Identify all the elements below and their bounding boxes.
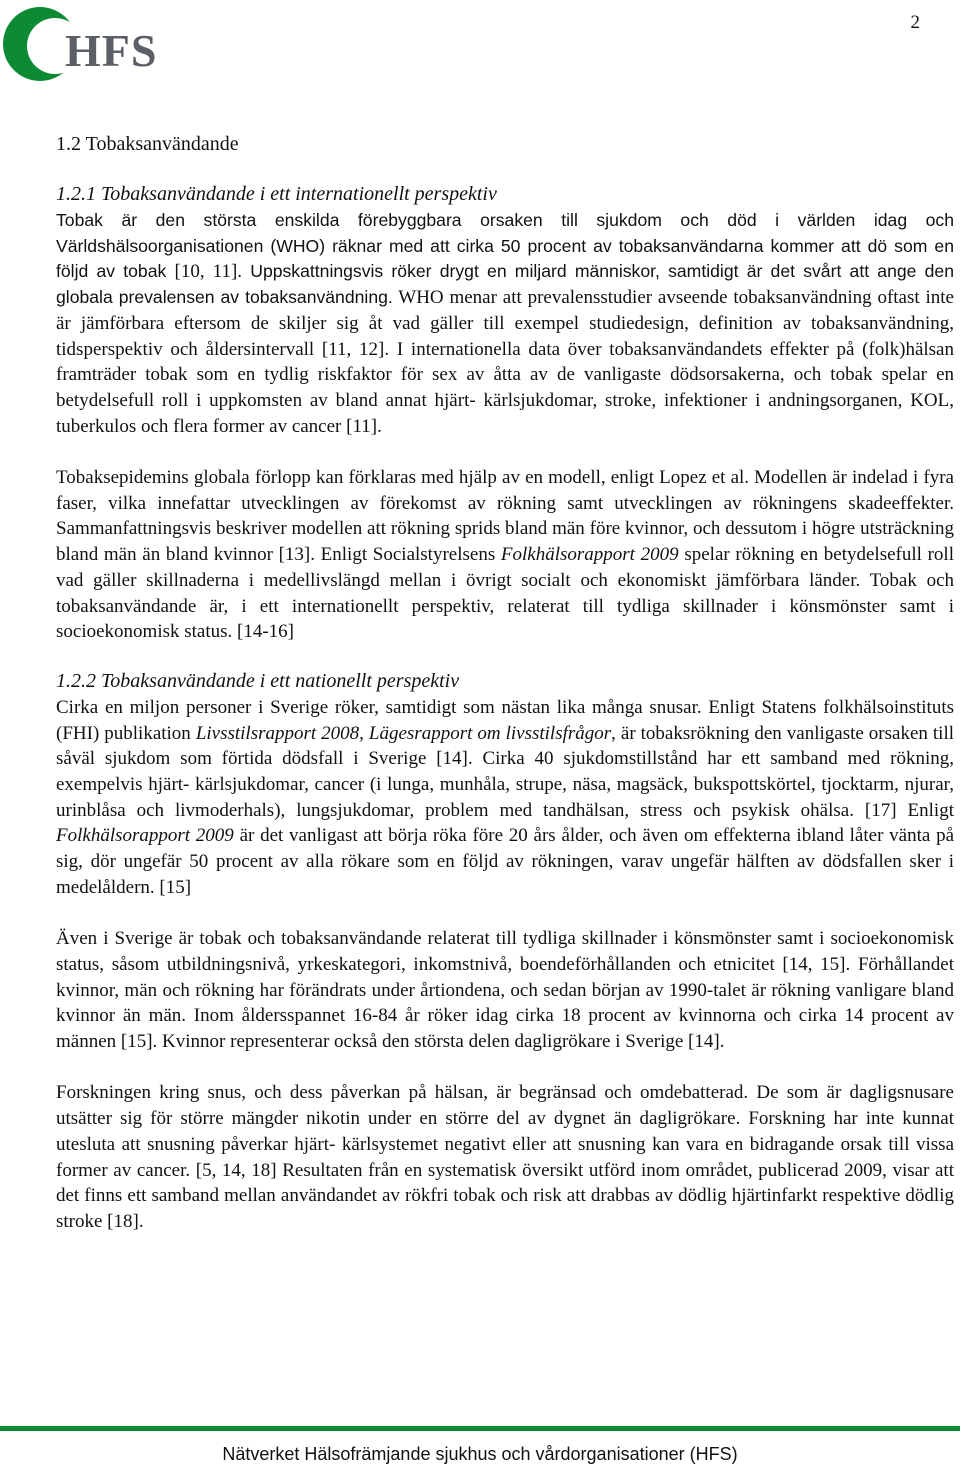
report-title: Folkhälsorapport 2009 bbox=[500, 544, 679, 566]
paragraph-text: Uppskattningsvis röker drygt en miljard människor, samtidigt är det svårt att ange den globala prevalensen av tobaksanvändning. bbox=[56, 261, 955, 308]
citation-ref: [10, 11]. bbox=[174, 261, 243, 283]
paragraph-international-1 bbox=[56, 208, 954, 439]
paragraph-international-2 bbox=[56, 465, 954, 645]
paragraph-national-1 bbox=[56, 695, 954, 901]
paragraph-text: , är tobaksrökning den vanligaste orsaken till såväl sjukdom som förtida dödsfall i Sverige [14]. Cirka 40 sjukdomstillstånd har ett samband med rökning, exempelvis hjärt- kärlsjukdomar, cancer (i lunga, munhåla, strupe, näsa, magsäck, bukspottskörtel, tjocktarm, njurar, urinblåsa och livmoderhals), lungsjukdomar, problem med tandhälsan, stress och psykisk ohälsa. [17] Enligt bbox=[56, 722, 954, 821]
paragraph-text: Tobaksepidemins globala förlopp kan förklaras med hjälp av en modell, enligt Lopez et al. Modellen är indelad i fyra faser, vilka innefattar utvecklingen av förekomst av rökning samt utvecklingen av rökningens skadeeffekter. Sammanfattningsvis beskriver modellen att rökning sprids bland män före kvinnor, och dessutom i högre utsträckning bland män än bland kvinnor [13]. Enligt Socialstyrelsens bbox=[56, 467, 954, 566]
document-body bbox=[56, 130, 954, 1235]
footer-text: Nätverket Hälsofrämjande sjukhus och vårdorganisationer (HFS) bbox=[222, 1444, 738, 1464]
report-title: Folkhälsorapport 2009 bbox=[56, 825, 234, 847]
paragraph-national-3: Forskningen kring snus, och dess påverkan på hälsan, är begränsad och omdebatterad. De som är dagligsnusare utsätter sig för större mängder nikotin under en större del av dygnet än dagligrökare. Forskning har inte kunnat utesluta att snusning påverkar hjärt- kärlsystemet negativt eller att snusning kan vara en bidragande orsak till vissa former av cancer. [5, 14, 18] Resultaten från en systematisk översikt utförd inom området, publicerad 2009, visar att det finns ett samband mellan användandet av rökfri tobak och risk att drabbas av dödlig hjärtinfarkt respektive dödlig stroke [18]. bbox=[56, 1082, 954, 1232]
report-title: Livsstilsrapport 2008, Lägesrapport om livsstilsfrågor bbox=[195, 722, 612, 744]
subsection-heading-national: 1.2.2 Tobaksanvändande i ett nationellt perspektiv bbox=[56, 669, 460, 692]
section-heading: 1.2 Tobaksanvändande bbox=[56, 133, 239, 155]
paragraph-text: Tobak är den största enskilda förebyggbara orsaken till sjukdom och död i världen idag och Världshälsoorganisationen (WHO) räknar med att cirka 50 procent av tobaksanvändarna kommer att dö som en följd av tobak bbox=[56, 210, 954, 282]
footer-divider bbox=[0, 1426, 960, 1431]
hfs-logo-graphic bbox=[3, 6, 183, 84]
paragraph-text: Cirka en miljon personer i Sverige röker, samtidigt som nästan lika många snusar. Enligt Statens folkhälsoinstituts (FHI) publikation bbox=[56, 696, 954, 744]
hfs-logo bbox=[3, 6, 183, 84]
paragraph-text: är det vanligast att börja röka före 20 års ålder, och även om effekterna ibland låter vänta på sig, dör ungefär 50 procent av alla rökare som en följd av rökningen, varav ungefär hälften av dödsfallen sker i medelåldern. [15] bbox=[56, 825, 954, 898]
logo-text: HFS bbox=[65, 25, 158, 76]
paragraph-text: spelar rökning en betydelsefull roll vad gäller skillnaderna i medellivslängd mellan i övrigt socialt och ekonomiskt jämförbara länder. Tobak och tobaksanvändande är, i ett internationellt perspektiv, relaterat till tydliga skillnader i könsmönster samt i socioekonomisk status. [14-16] bbox=[56, 544, 954, 643]
page-number: 2 bbox=[910, 12, 920, 33]
paragraph-national-2: Även i Sverige är tobak och tobaksanvändande relaterat till tydliga skillnader i könsmönster samt i socioekonomisk status, såsom utbildningsnivå, yrkeskategori, inkomstnivå, boendeförhållanden och etnicitet [14, 15]. Förhållandet kvinnor, män och rökning har förändrats under årtiondena, och sedan början av 1990-talet är rökning vanligare bland kvinnor än män. Inom åldersspannet 16-84 år röker idag cirka 18 procent av kvinnorna och cirka 14 procent av männen [15]. Kvinnor representerar också den största delen dagligrökare i Sverige [14]. bbox=[56, 928, 954, 1053]
subsection-heading-international: 1.2.1 Tobaksanvändande i ett internationellt perspektiv bbox=[56, 183, 497, 205]
paragraph-text: WHO menar att prevalensstudier avseende tobaksanvändning oftast inte är jämförbara eftersom de skiljer sig åt vad gäller till exempel studiedesign, definition av tobaksanvändning, tidsperspektiv och åldersintervall [11, 12]. I internationella data över tobaksanvändandets effekter på (folk)hälsan framträder tobak som en tydlig riskfaktor för sex av åtta av de vanligaste dödsorsakerna, och tobak spelar en betydelsefull roll i uppkomsten av bland annat hjärt- kärlsjukdomar, stroke, infektioner i andningsorganen, KOL, tuberkulos och flera former av cancer [11]. bbox=[56, 287, 954, 437]
